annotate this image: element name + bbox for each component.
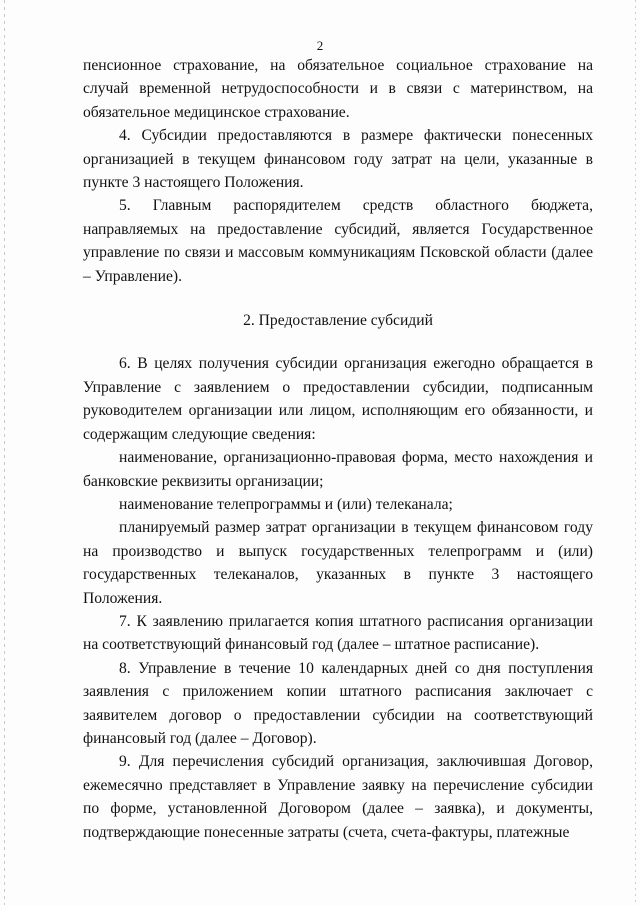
paragraphs-after-heading bbox=[83, 352, 593, 844]
paragraph: наименование телепрограммы и (или) телеканала; bbox=[119, 495, 453, 513]
paragraph: планируемый размер затрат организации в текущем финансовом году на производство и выпуск государственных телепрограмм и (или) государственных телеканалов, указанных в пункте 3 настоящего Положения. bbox=[83, 519, 593, 607]
paragraph: 4. Субсидии предоставляются в размере фактически понесенных организацией в текущем финансовом году затрат на цели, указанные в пункте 3 настоящего Положения. bbox=[83, 127, 593, 192]
section-heading: 2. Предоставление субсидий bbox=[243, 312, 433, 330]
paragraph: 8. Управление в течение 10 календарных дней со дня поступления заявления с приложением копии штатного расписания заключает с заявителем договор о предоставлении субсидии на соответствующий финансовый год (далее – Договор). bbox=[83, 659, 593, 747]
scan-edge-left bbox=[4, 0, 5, 905]
paragraph: 5. Главным распорядителем средств областного бюджета, направляемых на предоставление субсидий, является Государственное управление по связи и массовым коммуникациям Псковской области (далее – Управление). bbox=[83, 197, 593, 285]
paragraph: наименование, организационно-правовая форма, место нахождения и банковские реквизиты организации; bbox=[83, 449, 593, 490]
paragraph: 9. Для перечисления субсидий организация, заключившая Договор, ежемесячно представляет в Управление заявку на перечисление субсидии по форме, установленной Договором (далее – заявка), и документы, подтверждающие понесенные затраты (счета, счета-фактуры, платежные bbox=[83, 753, 593, 841]
paragraphs-before-heading bbox=[83, 54, 593, 288]
paragraph: 6. В целях получения субсидии организация ежегодно обращается в Управление с заявлением о предоставлении субсидии, подписанным руководителем организации или лицом, исполняющим его обязанности, и содержащим следующие сведения: bbox=[83, 355, 593, 443]
scan-edge-right bbox=[635, 0, 636, 905]
paragraph: пенсионное страхование, на обязательное социальное страхование на случай временной нетрудоспособности и в связи с материнством, на обязательное медицинское страхование. bbox=[83, 57, 593, 121]
paragraph: 7. К заявлению прилагается копия штатного расписания организации на соответствующий финансовый год (далее – штатное расписание). bbox=[83, 612, 593, 654]
document-body bbox=[83, 54, 593, 844]
page-number: 2 bbox=[316, 38, 324, 53]
